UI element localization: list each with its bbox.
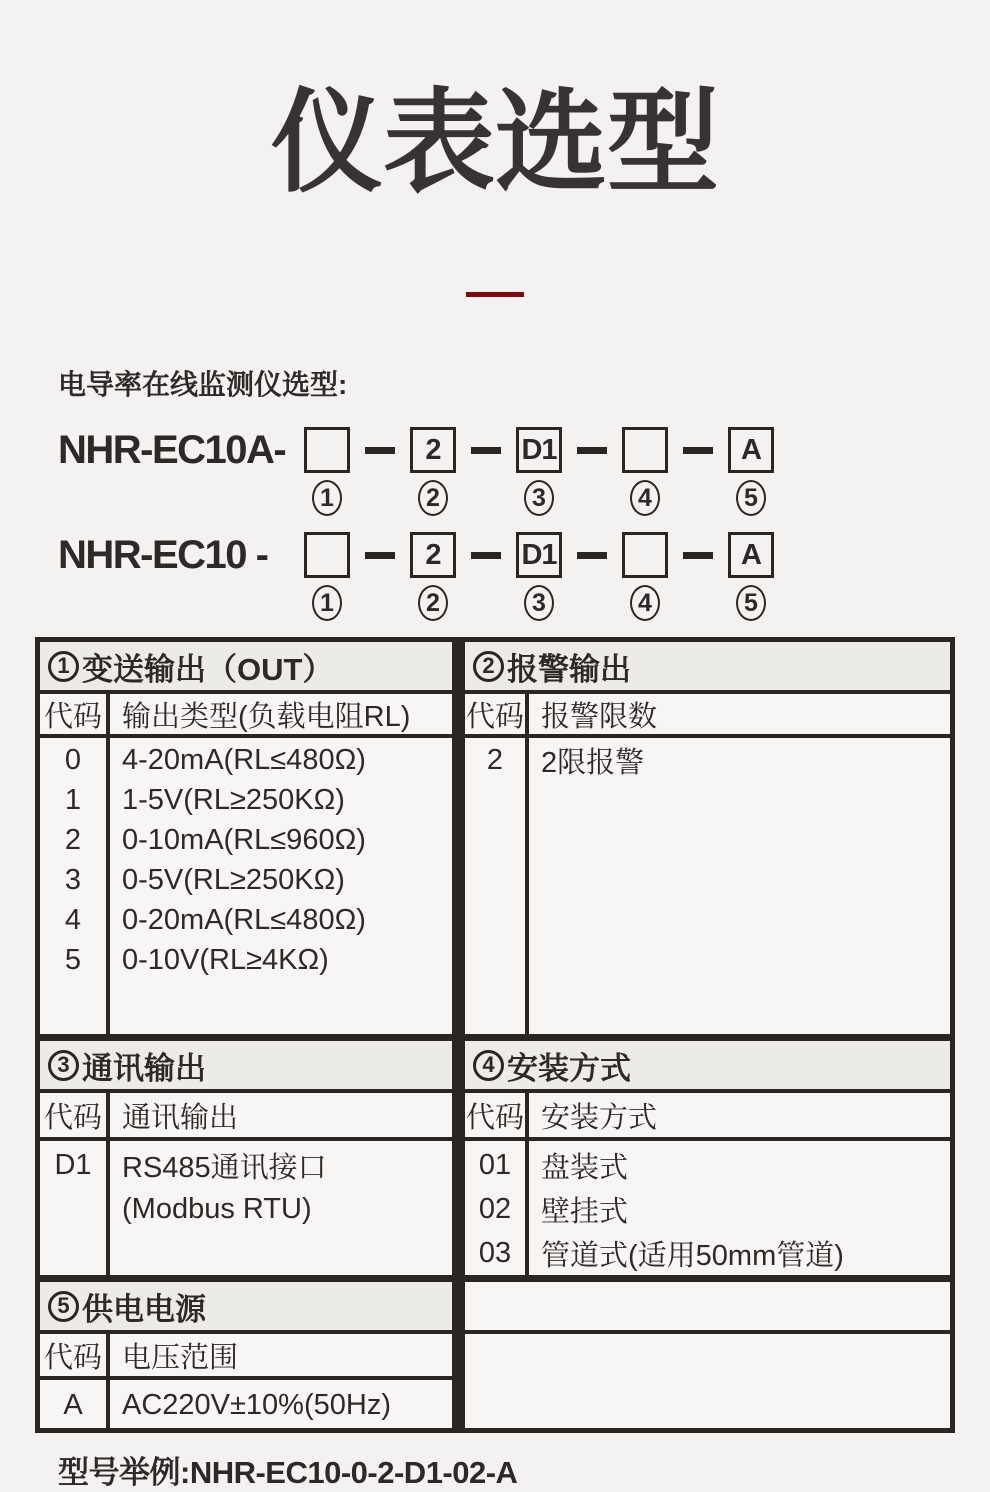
section-title: 变送输出（OUT） (82, 651, 334, 687)
code-column-header: 代码 (40, 1334, 110, 1376)
model-name-label: NHR-EC10A- (58, 427, 286, 472)
table-block-5 (40, 1275, 950, 1428)
dash-bar (471, 447, 501, 454)
dash-separator (456, 447, 516, 454)
code-column (40, 1380, 110, 1428)
circled-number-1: 1 (312, 585, 342, 621)
option-index-row (58, 585, 990, 621)
page-title: 仪表选型 (271, 80, 719, 205)
section-body (40, 1141, 452, 1275)
desc-cell: (Modbus RTU) (122, 1192, 312, 1225)
section-title: 报警输出 (507, 651, 631, 687)
section-header (40, 642, 452, 694)
section-header (40, 1041, 452, 1093)
option-box-4 (622, 532, 668, 578)
section-comm-output (40, 1041, 465, 1275)
section-header (465, 642, 950, 694)
section-mounting (465, 1041, 950, 1275)
code-column-header: 代码 (465, 694, 529, 734)
desc-column-header: 电压范围 (122, 1341, 239, 1374)
section-header (40, 1282, 452, 1334)
desc-column-header: 通讯输出 (122, 1101, 239, 1134)
column-header-row (40, 1334, 452, 1380)
model-row-nhr-ec10 (58, 532, 990, 578)
circled-number-1: 1 (48, 651, 79, 682)
desc-cell: 0-5V(RL≥250KΩ) (122, 863, 345, 896)
selection-subtitle: 电导率在线监测仪选型: (58, 369, 348, 401)
code-column (465, 1141, 529, 1275)
dash-separator (668, 447, 728, 454)
dash-bar (683, 552, 713, 559)
dash-bar (365, 447, 395, 454)
table-block-3-4 (40, 1034, 950, 1275)
column-header-row (40, 1093, 452, 1141)
desc-cell: 0-20mA(RL≤480Ω) (122, 903, 366, 936)
code-cell: 2 (486, 743, 504, 776)
dash-bar (365, 552, 395, 559)
section-title: 供电电源 (82, 1291, 206, 1327)
desc-column-header: 输出类型(负载电阻RL) (122, 700, 411, 733)
code-cell: D1 (54, 1148, 92, 1181)
code-cell: 03 (478, 1236, 512, 1269)
desc-cell: 1-5V(RL≥250KΩ) (122, 783, 345, 816)
option-box-3: D1 (516, 427, 562, 473)
section-body (40, 1380, 452, 1428)
option-box-4 (622, 427, 668, 473)
circled-number-5: 5 (736, 585, 766, 621)
circled-number-3: 3 (524, 585, 554, 621)
selection-table (35, 637, 955, 1433)
circled-number-4: 4 (630, 585, 660, 621)
code-cell: 2 (64, 823, 82, 856)
desc-column-header: 安装方式 (541, 1101, 658, 1134)
circled-number-4: 4 (630, 480, 660, 516)
code-cell: 0 (64, 743, 82, 776)
dash-separator (562, 552, 622, 559)
option-box-3: D1 (516, 532, 562, 578)
circled-number-2: 2 (418, 480, 448, 516)
dash-bar (683, 447, 713, 454)
dash-bar (577, 447, 607, 454)
desc-cell: 盘装式 (541, 1151, 629, 1184)
code-cell: 1 (64, 783, 82, 816)
circled-number-2: 2 (473, 651, 504, 682)
code-cell (40, 1187, 106, 1231)
code-cell: 4 (64, 903, 82, 936)
option-box-1 (304, 532, 350, 578)
desc-cell: AC220V±10%(50Hz) (122, 1388, 391, 1421)
dash-separator (668, 552, 728, 559)
code-column-header: 代码 (40, 694, 110, 734)
section-body (465, 738, 950, 1034)
desc-column-header: 报警限数 (541, 700, 658, 733)
code-column-header: 代码 (40, 1093, 110, 1137)
desc-cell: 壁挂式 (541, 1195, 629, 1228)
code-column-header: 代码 (465, 1093, 529, 1137)
code-column (40, 738, 110, 1034)
model-name-label: NHR-EC10 - (58, 532, 268, 577)
desc-cell: 0-10mA(RL≤960Ω) (122, 823, 366, 856)
dash-separator (456, 552, 516, 559)
section-title: 通讯输出 (82, 1050, 206, 1086)
dash-separator (350, 447, 410, 454)
option-box-1 (304, 427, 350, 473)
section-power-supply (40, 1282, 465, 1428)
section-title: 安装方式 (507, 1050, 631, 1086)
code-cell: 01 (478, 1148, 512, 1181)
section-transmit-output (40, 642, 465, 1034)
circled-number-5: 5 (736, 480, 766, 516)
code-cell: 5 (64, 943, 82, 976)
code-cell: A (63, 1388, 83, 1421)
circled-number-3: 3 (524, 480, 554, 516)
desc-column (110, 1380, 452, 1428)
circled-number-4: 4 (473, 1050, 504, 1081)
desc-cell: 管道式(适用50mm管道) (541, 1239, 844, 1272)
circled-number-3: 3 (48, 1050, 79, 1081)
section-body (40, 738, 452, 1034)
section-body (465, 1141, 950, 1275)
desc-column (529, 1141, 950, 1275)
option-index-row (58, 480, 990, 516)
option-box-2: 2 (410, 532, 456, 578)
section-header (465, 1041, 950, 1093)
option-box-5: A (728, 427, 774, 473)
title-underline (466, 292, 524, 297)
column-header-row (40, 694, 452, 738)
code-column (465, 738, 529, 1034)
option-box-5: A (728, 532, 774, 578)
empty-section-area (465, 1282, 950, 1428)
desc-cell: RS485通讯接口 (122, 1151, 327, 1184)
dash-separator (562, 447, 622, 454)
desc-cell: 4-20mA(RL≤480Ω) (122, 743, 366, 776)
circled-number-1: 1 (312, 480, 342, 516)
dash-bar (577, 552, 607, 559)
model-example-text: 型号举例:NHR-EC10-0-2-D1-02-A (58, 1455, 518, 1491)
desc-column (110, 738, 452, 1034)
circled-number-5: 5 (48, 1291, 79, 1322)
circled-number-2: 2 (418, 585, 448, 621)
option-box-2: 2 (410, 427, 456, 473)
code-cell: 3 (64, 863, 82, 896)
code-cell: 02 (478, 1192, 512, 1225)
desc-column (529, 738, 950, 1034)
empty-header-cell (465, 1282, 950, 1334)
column-header-row (465, 694, 950, 738)
model-row-nhr-ec10a (58, 427, 990, 473)
model-code-diagram (58, 427, 990, 621)
desc-cell: 0-10V(RL≥4KΩ) (122, 943, 329, 976)
empty-body-cell (465, 1334, 950, 1428)
column-header-row (465, 1093, 950, 1141)
desc-column (110, 1141, 452, 1275)
desc-cell: 2限报警 (541, 746, 645, 779)
section-alarm-output (465, 642, 950, 1034)
dash-bar (471, 552, 501, 559)
table-block-1-2 (40, 642, 950, 1034)
code-column (40, 1141, 110, 1275)
dash-separator (350, 552, 410, 559)
